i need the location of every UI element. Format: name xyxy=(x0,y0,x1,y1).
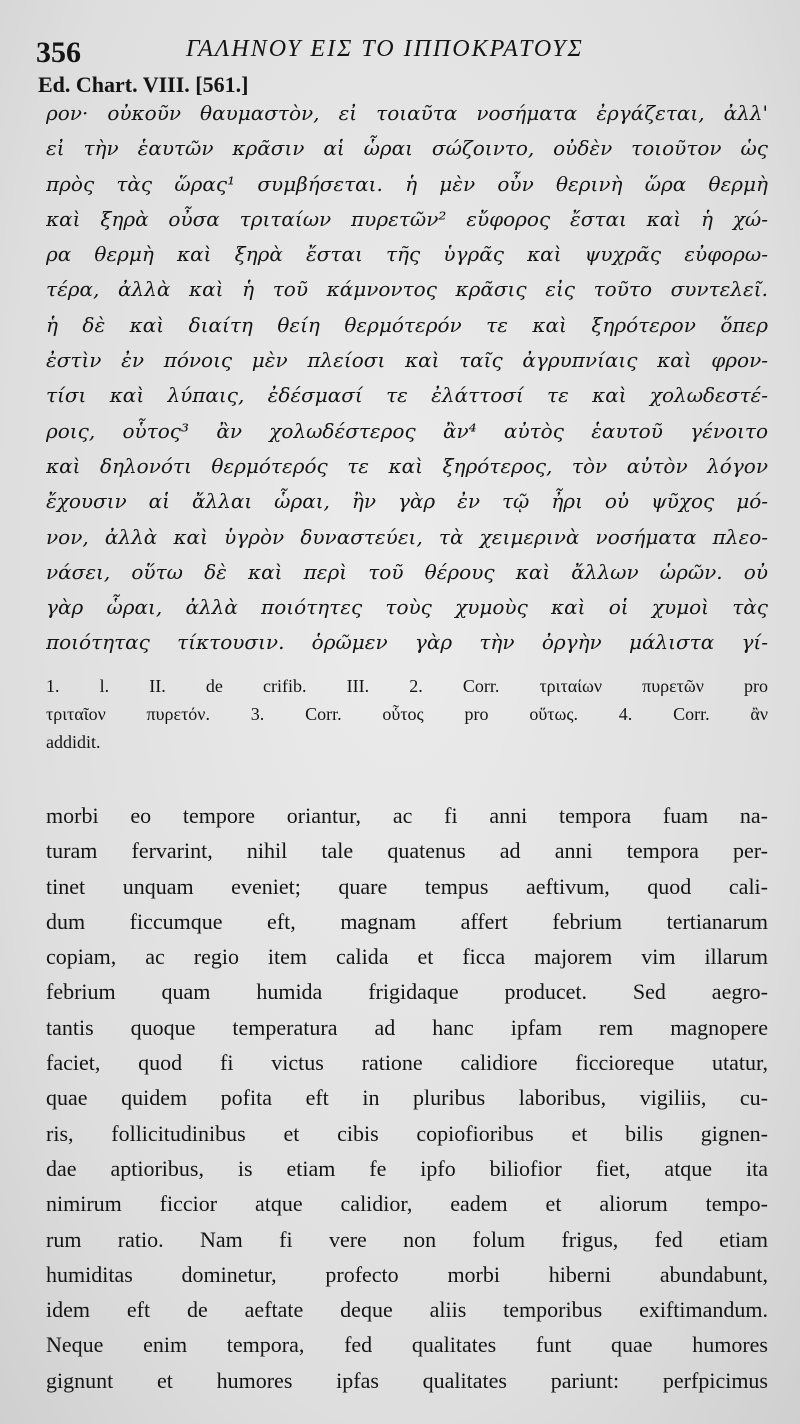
latin-line: turam fervarint, nihil tale quatenus ad anni tempora per- xyxy=(46,838,768,864)
greek-line: ρον· οὐκοῦν θαυμαστὸν, εἰ τοιαῦτα νοσήματα ἐργάζεται, ἀλλ' xyxy=(46,101,768,125)
greek-line: νάσει, οὕτω δὲ καὶ περὶ τοῦ θέρους καὶ ἄλλων ὡρῶν. οὐ xyxy=(46,559,768,584)
latin-line: tinet unquam eveniet; quare tempus aeftivum, quod cali- xyxy=(46,873,768,899)
greek-line: γὰρ ὧραι, ἀλλὰ ποιότητες τοὺς χυμοὺς καὶ οἱ χυμοὶ τὰς xyxy=(46,595,768,620)
greek-line: καὶ δηλονότι θερμότερός τε καὶ ξηρότερος, τὸν αὐτὸν λόγον xyxy=(46,453,768,478)
latin-line: tantis quoque temperatura ad hanc ipfam rem magnopere xyxy=(46,1014,768,1040)
running-head: ΓΑΛΗΝΟΥ ΕΙΣ ΤΟ ΙΠΠΟΚΡΑΤΟΥΣ xyxy=(186,36,584,62)
footnotes xyxy=(46,672,768,756)
page-number: 356 xyxy=(36,36,81,69)
greek-line: ἐστὶν ἐν πόνοις μὲν πλείοσι καὶ ταῖς ἀγρυπνίαις καὶ φρον- xyxy=(46,348,768,373)
edition-reference: Ed. Chart. VIII. [561.] xyxy=(38,72,249,97)
latin-line: dae aptioribus, is etiam fe ipfo biliofior fiet, atque ita xyxy=(46,1155,768,1181)
greek-text-block xyxy=(46,96,768,661)
latin-line: copiam, ac regio item calida et ficca majorem vim illarum xyxy=(46,944,768,970)
latin-line: quae quidem pofita eft in pluribus laboribus, vigiliis, cu- xyxy=(46,1085,768,1111)
footnote-line: τριταῖον πυρετόν. 3. Corr. οὗτος pro οὕτως. 4. Corr. ἂν xyxy=(46,704,768,724)
latin-line: gignunt et humores ipfas qualitates pariunt: perfpicimus xyxy=(46,1367,768,1393)
greek-line: τίσι καὶ λύπαις, ἐδέσμασί τε ἐλάττοσί τε καὶ χολωδεστέ- xyxy=(46,383,768,408)
latin-line: idem eft de aeftate deque aliis temporibus exiftimandum. xyxy=(46,1297,768,1323)
greek-line: ἡ δὲ καὶ διαίτη θείη θερμότερόν τε καὶ ξηρότερον ὅπερ xyxy=(46,312,768,337)
greek-line: πρὸς τὰς ὥρας¹ συμβήσεται. ἡ μὲν οὖν θερινὴ ὥρα θερμὴ xyxy=(46,171,768,196)
greek-line: καὶ ξηρὰ οὖσα τριταίων πυρετῶν² εὔφορος ἔσται καὶ ἡ χώ- xyxy=(46,206,768,231)
greek-line: ρα θερμὴ καὶ ξηρὰ ἔσται τῆς ὑγρᾶς καὶ ψυχρᾶς εὐφορω- xyxy=(46,242,768,267)
latin-text-block xyxy=(46,798,768,1398)
greek-line: ροις, οὗτος³ ἂν χολωδέστερος ἂν⁴ αὐτὸς ἑαυτοῦ γένοιτο xyxy=(46,418,768,443)
greek-line: τέρα, ἀλλὰ καὶ ἡ τοῦ κάμνοντος κρᾶσις εἰς τοῦτο συντελεῖ. xyxy=(46,277,768,302)
latin-line: faciet, quod fi victus ratione calidiore ficcioreque utatur, xyxy=(46,1050,768,1076)
latin-line: nimirum ficcior atque calidior, eadem et aliorum tempo- xyxy=(46,1191,768,1217)
footnote-line: addidit. xyxy=(46,732,101,752)
latin-line: febrium quam humida frigidaque producet. Sed aegro- xyxy=(46,979,768,1005)
greek-line: εἰ τὴν ἑαυτῶν κρᾶσιν αἱ ὧραι σώζοιντο, οὐδὲν τοιοῦτον ὡς xyxy=(46,136,768,161)
latin-line: morbi eo tempore oriantur, ac fi anni tempora fuam na- xyxy=(46,803,768,828)
greek-line: ποιότητας τίκτουσιν. ὁρῶμεν γὰρ τὴν ὀργὴν μάλιστα γί- xyxy=(46,630,768,655)
footnote-line: 1. l. II. de crifib. III. 2. Corr. τριταίων πυρετῶν pro xyxy=(46,676,768,696)
latin-line: dum ficcumque eft, magnam affert febrium tertianarum xyxy=(46,908,768,934)
greek-line: νον, ἀλλὰ καὶ ὑγρὸν δυναστεύει, τὰ χειμερινὰ νοσήματα πλεο- xyxy=(46,524,768,549)
latin-line: ris, follicitudinibus et cibis copiofioribus et bilis gignen- xyxy=(46,1120,768,1146)
greek-line: ἔχουσιν αἱ ἄλλαι ὧραι, ἢν γὰρ ἐν τῷ ἦρι οὐ ψῦχος μό- xyxy=(46,489,768,514)
latin-line: rum ratio. Nam fi vere non folum frigus, fed etiam xyxy=(46,1226,768,1252)
latin-line: humiditas dominetur, profecto morbi hiberni abundabunt, xyxy=(46,1261,768,1287)
latin-line: Neque enim tempora, fed qualitates funt quae humores xyxy=(46,1332,768,1358)
page-header xyxy=(36,30,776,70)
